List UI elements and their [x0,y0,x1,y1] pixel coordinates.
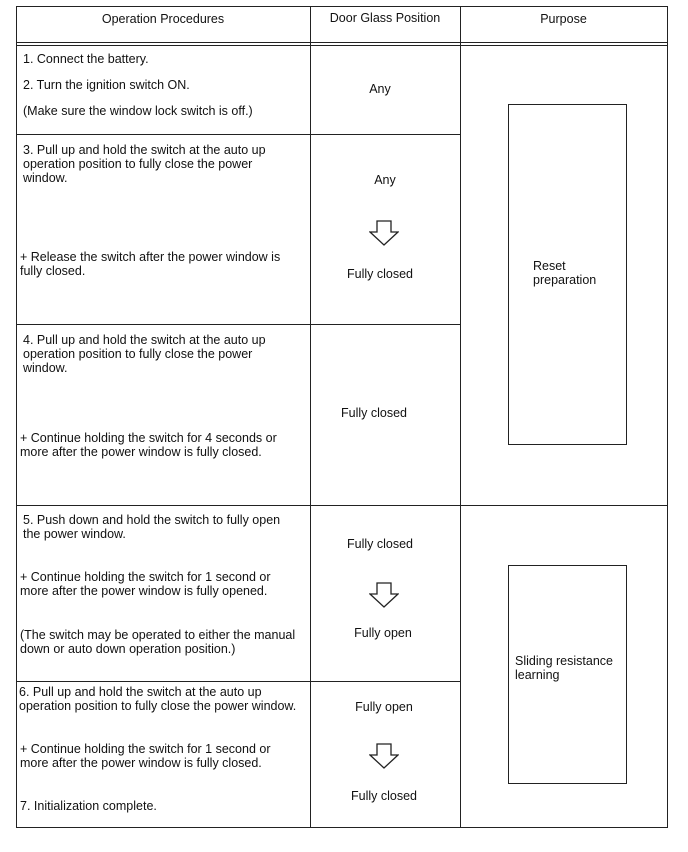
row2-line2: operation position to fully close the power [23,157,253,171]
row3-sub1: + Continue holding the switch for 4 seconds or [20,431,277,445]
row4-note1: (The switch may be operated to either the manual [20,628,296,642]
purpose-sliding-line1: Sliding resistance [515,654,613,668]
row4-note2: down or auto down operation position.) [20,642,236,656]
row2-position-from: Any [374,173,396,187]
row3-line1: 4. Pull up and hold the switch at the auto up [23,333,266,347]
row5-final: 7. Initialization complete. [20,799,157,813]
row-divider-1 [16,134,461,135]
table-bottom-border [16,827,668,828]
row3-line2: operation position to fully close the power [23,347,253,361]
down-arrow-icon [369,220,399,246]
down-arrow-icon [369,582,399,608]
row5-line1: 6. Pull up and hold the switch at the auto up [19,685,262,699]
row4-line1: 5. Push down and hold the switch to fully open [23,513,281,527]
row4-line2: the power window. [23,527,126,541]
row5-sub2: more after the power window is fully closed. [20,756,262,770]
row3-line3: window. [23,361,68,375]
row-divider-4 [16,681,461,682]
column-divider-2 [460,6,461,828]
down-arrow-icon [369,743,399,769]
row-divider-3 [16,505,668,506]
table-left-border [16,6,17,828]
row-divider-2 [16,324,461,325]
row2-sub1: + Release the switch after the power window is [20,250,281,264]
row5-sub1: + Continue holding the switch for 1 second or [20,742,271,756]
header-divider [16,45,668,46]
table-top-border [16,6,668,7]
purpose-sliding-line2: learning [515,668,560,682]
purpose-box-sliding [508,565,627,784]
row3-position: Fully closed [341,406,407,420]
header-door-glass-position: Door Glass Position [329,11,441,25]
header-operation-procedures: Operation Procedures [101,12,225,26]
purpose-box-reset [508,104,627,445]
row4-position-from: Fully closed [347,537,413,551]
row4-position-to: Fully open [354,626,412,640]
row2-sub2: fully closed. [20,264,86,278]
row5-line2: operation position to fully close the power window. [19,699,297,713]
row1-note: (Make sure the window lock switch is off.) [23,104,253,118]
row3-sub2: more after the power window is fully closed. [20,445,262,459]
purpose-reset-line2: preparation [533,273,597,287]
row5-position-to: Fully closed [351,789,417,803]
row4-sub2: more after the power window is fully opened. [20,584,268,598]
row5-position-from: Fully open [355,700,413,714]
row1-step1: 1. Connect the battery. [23,52,149,66]
row2-line1: 3. Pull up and hold the switch at the auto up [23,143,266,157]
row4-sub1: + Continue holding the switch for 1 second or [20,570,271,584]
row2-line3: window. [23,171,68,185]
row1-position: Any [369,82,391,96]
table-right-border [667,6,668,828]
purpose-reset-line1: Reset [533,259,566,273]
row1-step2: 2. Turn the ignition switch ON. [23,78,190,92]
header-bottom-border [16,42,668,43]
row2-position-to: Fully closed [347,267,413,281]
header-purpose: Purpose [540,12,587,26]
